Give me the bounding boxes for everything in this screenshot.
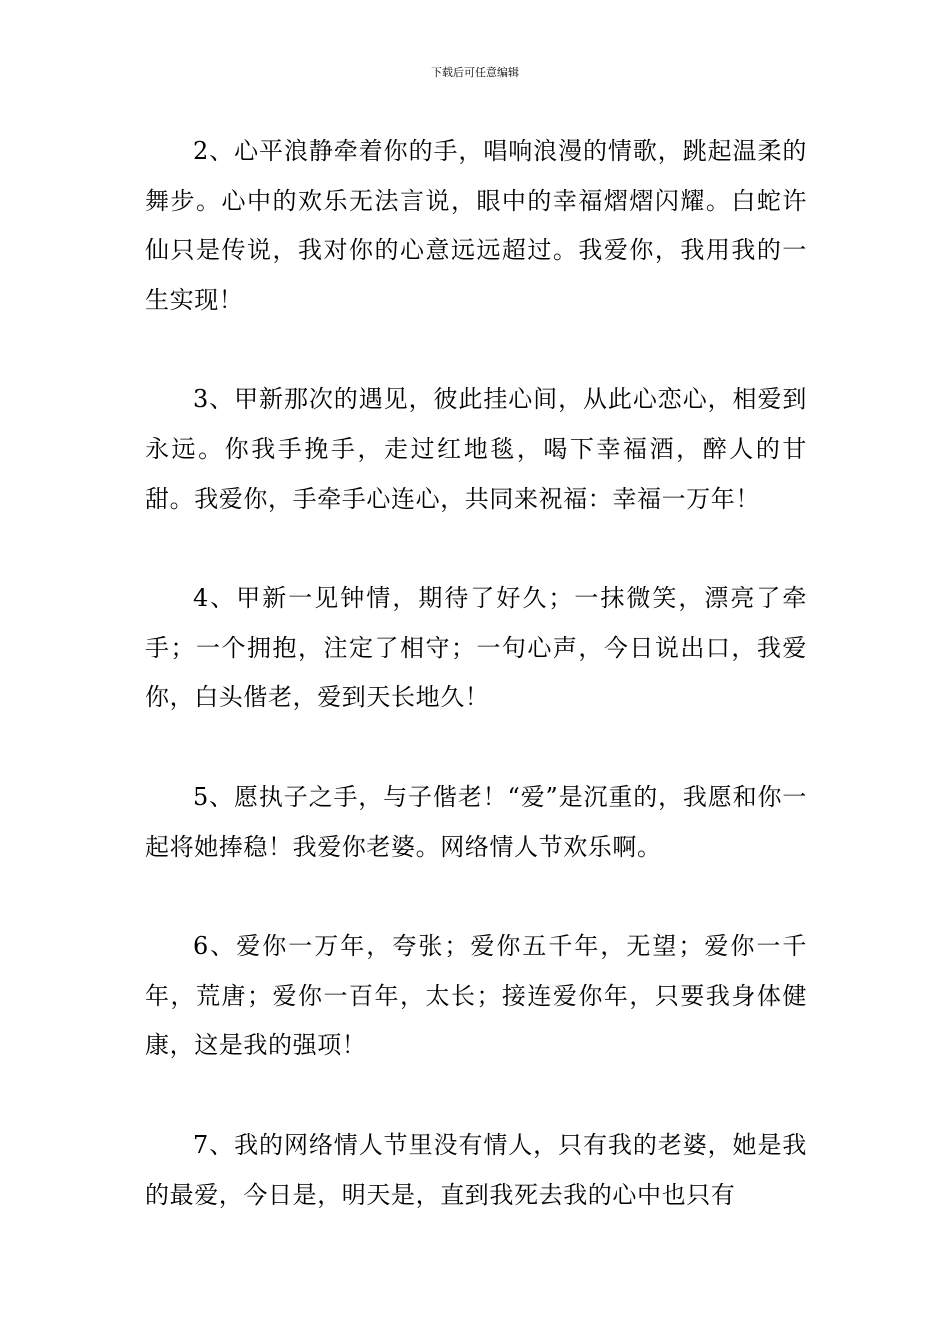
paragraph-4: 4、甲新一见钟情，期待了好久；一抹微笑，漂亮了牵手；一个拥抱，注定了相守；一句心声，今日说出口，我爱你，白头偕老，爱到天长地久！ bbox=[145, 584, 807, 712]
paragraph-5: 5、愿执子之手，与子偕老！“爱”是沉重的，我愿和你一起将她捧稳！我爱你老婆。网络情人节欢乐啊。 bbox=[145, 782, 807, 861]
document-body bbox=[145, 127, 807, 1270]
paragraph-2: 2、心平浪静牵着你的手，唱响浪漫的情歌，跳起温柔的舞步。心中的欢乐无法言说，眼中的幸福熠熠闪耀。白蛇许仙只是传说，我对你的心意远远超过。我爱你，我用我的一生实现！ bbox=[145, 137, 807, 314]
paragraph-3: 3、甲新那次的遇见，彼此挂心间，从此心恋心，相爱到永远。你我手挽手，走过红地毯，喝下幸福酒，醉人的甘甜。我爱你，手牵手心连心，共同来祝福：幸福一万年！ bbox=[145, 385, 807, 513]
paragraph-6: 6、爱你一万年，夸张；爱你五千年，无望；爱你一千年，荒唐；爱你一百年，太长；接连爱你年，只要我身体健康，这是我的强项！ bbox=[145, 932, 807, 1060]
page-header-note: 下载后可任意编辑 bbox=[431, 66, 519, 79]
paragraph-7: 7、我的网络情人节里没有情人，只有我的老婆，她是我的最爱，今日是，明天是，直到我死去我的心中也只有 bbox=[145, 1130, 807, 1209]
